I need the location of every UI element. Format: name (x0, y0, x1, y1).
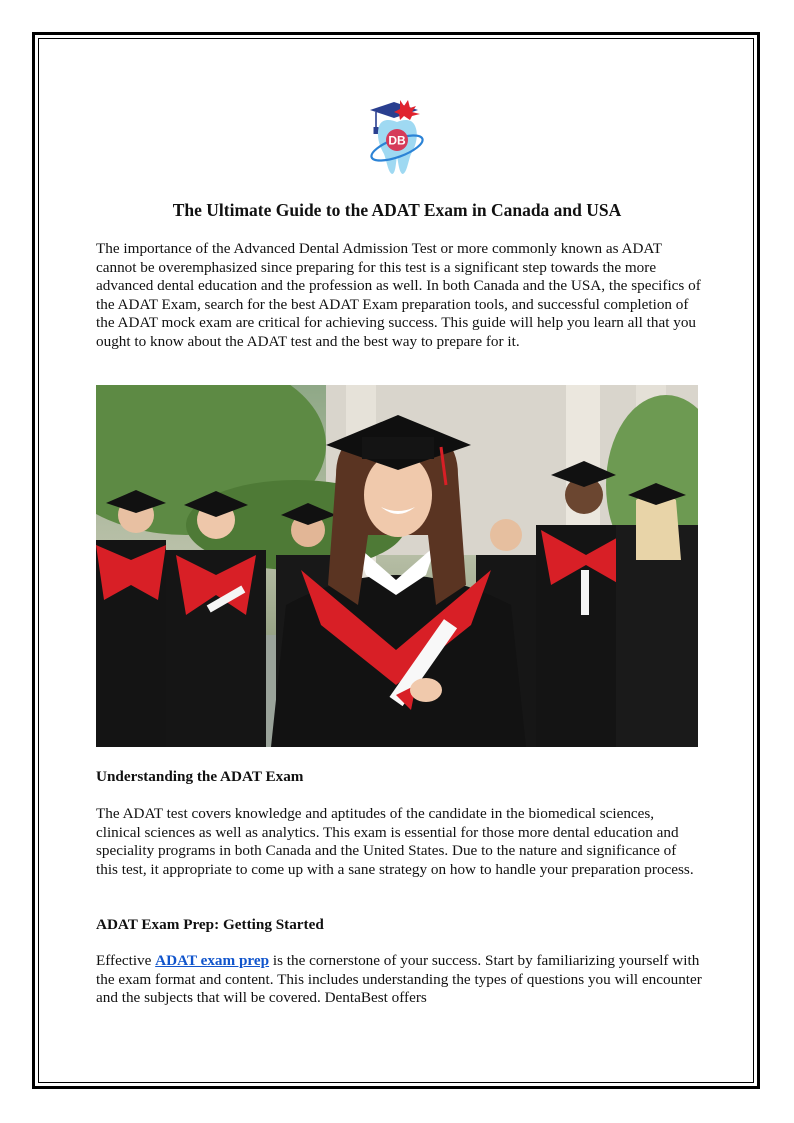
body-text-end: is the cornerstone of your success. Start by familiarizing yourself with the exam format and content. This includes understanding the types of questions you will encounter and the subjects that will be covered. DentaBest offers (96, 952, 702, 1006)
graduation-photo (96, 385, 698, 747)
adat-exam-prep-link[interactable]: ADAT exam prep (155, 952, 270, 969)
section-heading-getting-started: ADAT Exam Prep: Getting Started (96, 916, 324, 933)
intro-paragraph: The importance of the Advanced Dental Admission Test or more commonly known as ADAT cannot be overemphasized since preparing for this test is a significant step towards the more advanced dental education and the profession as well. In both Canada and the USA, the specifics of the ADAT Exam, search for the best ADAT Exam preparation tools, and successful completion of the ADAT mock exam are critical for achieving success. This guide will help you learn all that you ought to know about the ADAT test and the best way to prepare for it. (96, 240, 701, 350)
section-body-getting-started (96, 952, 702, 1008)
section-heading-understanding: Understanding the ADAT Exam (96, 768, 304, 785)
page-title: The Ultimate Guide to the ADAT Exam in Canada and USA (172, 200, 622, 220)
body-text-start: Effective (96, 952, 156, 969)
logo-text: DB (388, 133, 406, 148)
section-body-understanding: The ADAT test covers knowledge and aptitudes of the candidate in the biomedical sciences, clinical sciences as well as analytics. This exam is essential for those more dental education and speciality programs in both Canada and the United States. Due to the nature and significance of this test, it appropriate to come up with a sane strategy on how to handle your preparation process. (96, 805, 694, 878)
dentabest-logo (366, 98, 428, 176)
